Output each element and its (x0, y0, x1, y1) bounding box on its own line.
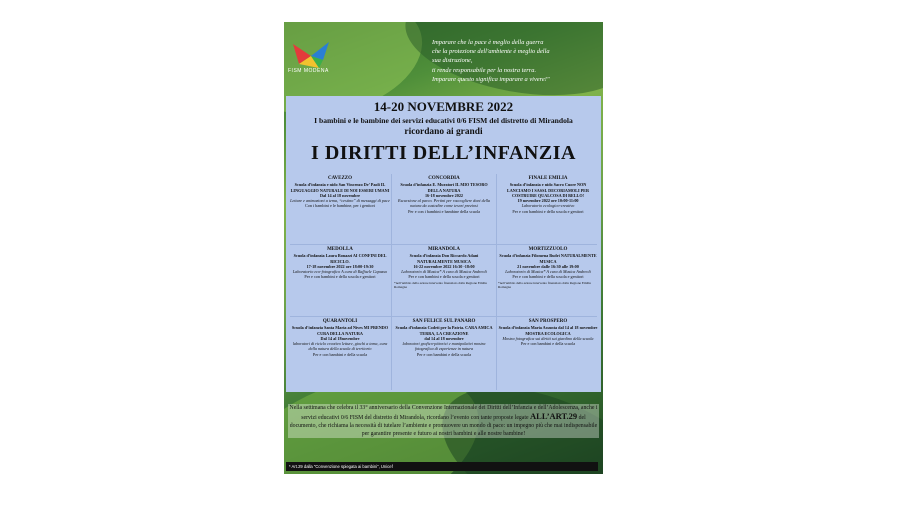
quote (432, 38, 598, 84)
event-description: Letture e animazioni a tema, “cestino” di messaggi di pace (290, 198, 390, 204)
event-note: *nell’ambito della azione intervento finanziato dalla Regione Emilia Romagna (394, 280, 487, 289)
event-description: laboratori di riciclo creativo letture, giochi a tema, cura della natura della scuola di territorio (292, 341, 388, 352)
event-town: MEDOLLA (327, 247, 353, 252)
logo-text: FISM MODENA (288, 68, 329, 74)
event-town: QUARANTOLI (322, 319, 358, 324)
event-date: 16-18 novembre 2022 (424, 192, 464, 198)
intro-text-continued: del documento, che richiama la necessità di tutelare l’ambiente e promuovere un mondo di pace: un impegno più che mai indispensabile per garantire presente e futuro ai nostri bambini e alle nostre bambine! (289, 415, 598, 437)
quote-line: sua distruzione, (432, 57, 473, 65)
event-audience: Con i bambini e le bambine, per i genitori (304, 203, 376, 209)
event-town: FINALE EMILIA (528, 176, 568, 181)
event-audience: Per e con bambini e della scuola (416, 351, 472, 357)
event-card (394, 247, 494, 289)
event-audience: Per e con bambini e della scuola e genitori (512, 208, 584, 214)
event-town: CAVEZZO (327, 176, 353, 181)
event-school: Scuola d’infanzia E. Muratori IL MIO TESORO DELLA NATURA (400, 182, 488, 193)
quote-line: Imparare questo significa imparare a vivere!" (432, 75, 550, 83)
event-school: Scuola d’infanzia Codeti per la Patria. CARA AMICA TERRA, LA CREAZIONE (395, 325, 493, 336)
divider (391, 174, 392, 390)
event-description: Laboratorio di Musica* A cura di Musica Andreoli (401, 269, 487, 275)
event-audience: Per e con i bambini e bambine della scuola (408, 208, 480, 214)
event-school: Scuola d’infanzia Laura Bonazzi AI CONFINI DEL RICICLO. (293, 253, 387, 264)
event-audience: Per e con bambini e della scuola e genitori (408, 274, 480, 280)
divider (290, 316, 597, 317)
poster (284, 22, 603, 474)
event-card (290, 247, 390, 280)
poster-title: I DIRITTI DELL’INFANZIA (311, 142, 576, 164)
event-date: 21 novembre dalle 16:30 alle 19:00 (517, 263, 579, 269)
event-card (498, 247, 598, 289)
event-date: 16-22 novembre 2022 16:30 -18:00 (413, 263, 475, 269)
event-school: Scuola d’infanzia Filomena Budri NATURALMENTE MUSICA (499, 253, 597, 264)
event-description: Mostra fotografica sui diritti sui giardino della scuola (502, 335, 594, 341)
event-school: Scuola d’infanzia Maria Assunta dal 14 al 18 novembre MOSTRA ECOLOGICA (498, 325, 598, 336)
intro-paragraph (288, 404, 599, 438)
divider (290, 244, 597, 245)
event-date: Dal 14 al 18 novembre (320, 192, 360, 198)
event-town: CONCORDIA (428, 176, 460, 181)
quote-line: Imparare che la pace è meglio della guerra (432, 39, 544, 46)
event-description: Laboratorio eco-fotografico A cura di Raffaele Capasso (292, 269, 388, 275)
event-audience: Per e con bambini e della scuola (312, 351, 368, 357)
event-description: Laboratorio ecologico-creativo (521, 203, 575, 209)
event-audience: Per e con bambini e della scuola e genitori (512, 274, 584, 280)
quote-line: ti rende responsabile per la nostra terra. (432, 66, 537, 74)
event-card (498, 319, 598, 346)
event-school: Scuola d’infanzia e nido San Vincenzo De’ Paoli IL LINGUAGGIO NATURALE DI NOI ESSERI UMANI (290, 182, 390, 193)
fism-logo-icon (289, 38, 333, 72)
article-highlight: ALL’ART.29 (530, 411, 578, 421)
event-town: MORTIZZUOLO (528, 247, 568, 252)
event-town: SAN PROSPERO (528, 319, 568, 324)
program-panel (286, 96, 601, 392)
event-town: MIRANDOLA (428, 247, 460, 252)
event-audience: Per e con bambini e della scuola e genitori (304, 274, 376, 280)
event-card (290, 176, 390, 209)
event-school: Scuola d’infanzia e nido Sacro Cuore NON LANCIAMO I SASSI. DECORIAMOLI PER COSTRUIRE QUALCOSA DI BELLO! (506, 182, 590, 198)
event-description: Laboratorio di Musica* A cura di Musica Andreoli (505, 269, 591, 275)
event-town: SAN FELICE SUL PANARO (412, 319, 476, 324)
event-dates: 14-20 NOVEMBRE 2022 (373, 99, 514, 114)
subtitle-2: ricordano ai grandi (404, 127, 483, 137)
event-description: Escursione al parco. Pertini per raccogliere doni della natura da custodire come tesori preziosi (397, 198, 491, 209)
event-card (394, 319, 494, 357)
divider (496, 174, 497, 390)
event-audience: Per e con bambini e della scuola (520, 341, 576, 347)
event-date: 17-18 novembre 2022 ore 18:00-19:30 (306, 263, 374, 269)
quote-line: che la protezione dell'ambiente è meglio della (432, 48, 550, 56)
event-school: Scuola d’infanzia Santa Maria ad Nives MI PRENDO CURA DELLA NATURA (291, 325, 389, 336)
subtitle-1: I bambini e le bambine dei servizi educativi 0/6 FISM del distretto di Mirandola (314, 116, 573, 125)
event-card (290, 319, 390, 357)
footnote: * Art.29 dalla "Convenzione spiegata ai bambini", Unicef (286, 462, 598, 471)
intro-text: Nella settimana che celebra il 33° anniversario della Convenzione Internazionale dei Diritti dell’Infanzia e dell’Adolescenza, anche i servizi educativi 0/6 FISM del distretto di Mirandola, ricordano l’evento con tante proposte legate (289, 405, 598, 421)
event-date: 19 novembre 2022 ore 10:00-11:00 (517, 198, 579, 204)
event-date: dal 14 al 18 novembre (424, 335, 464, 341)
event-note: *nell’ambito della azione intervento finanziato dalla Regione Emilia Romagna (498, 280, 591, 289)
event-card (394, 176, 494, 214)
event-school: Scuola d’infanzia Don Riccardo Adani NATURALMENTE MUSICA (409, 253, 479, 264)
event-date: Dal 14 al 18novembre (320, 335, 360, 341)
event-description: laboratori grafico-pittorici e manipolativi mostra fotografica di esperienze in natura (402, 341, 486, 352)
event-card (498, 176, 598, 214)
